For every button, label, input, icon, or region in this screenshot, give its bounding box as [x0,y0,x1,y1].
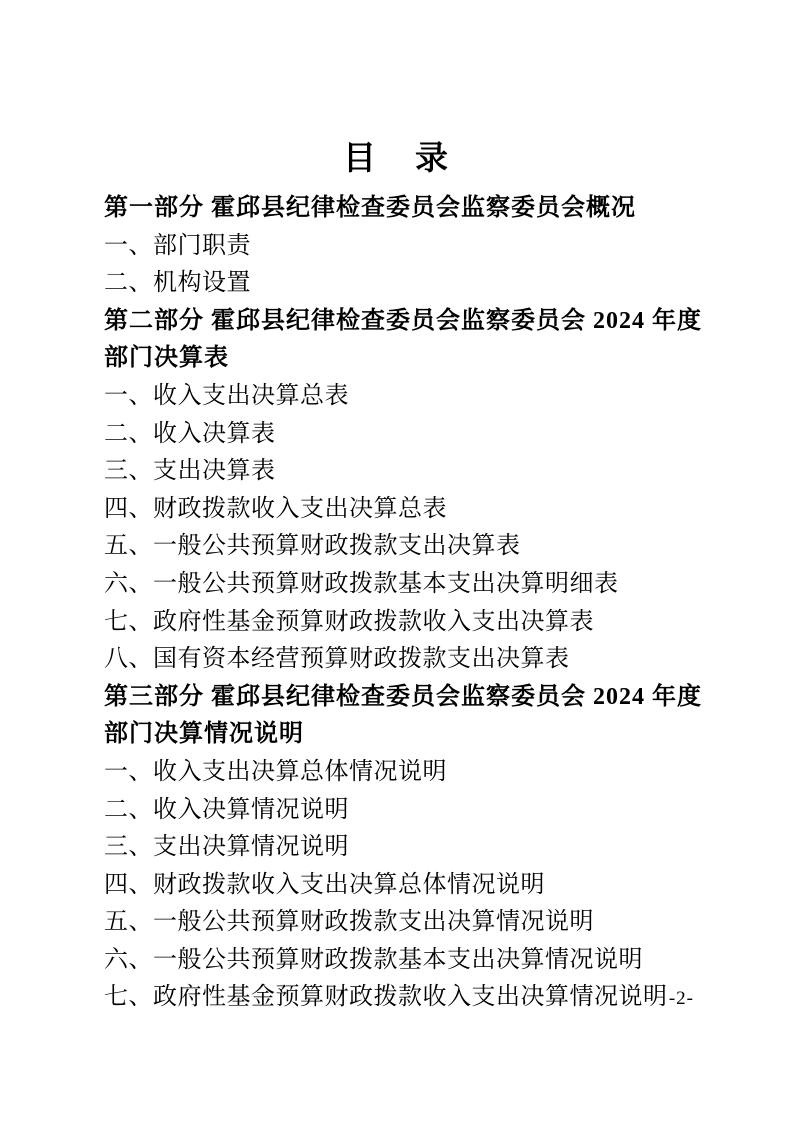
toc-entry: 七、政府性基金预算财政拨款收入支出决算表 [104,608,594,635]
toc-entry: 五、一般公共预算财政拨款支出决算情况说明 [104,909,594,936]
toc-entry: 一、收入支出决算总体情况说明 [104,758,447,785]
toc-entry: 七、政府性基金预算财政拨款收入支出决算情况说明 [104,984,668,1011]
toc-entry: 三、支出决算表 [104,458,276,485]
toc-part1-heading: 第一部分 霍邱县纪律检查委员会监察委员会概况 [104,195,636,221]
toc-entry: 六、一般公共预算财政拨款基本支出决算明细表 [104,570,619,597]
page-title: 目 录 [343,141,451,177]
toc-part2-heading-line1: 第二部分 霍邱县纪律检查委员会监察委员会 2024 年度 [104,307,702,334]
toc-entry: 八、国有资本经营预算财政拨款支出决算表 [104,646,570,673]
toc-content [104,138,702,1017]
toc-part2-heading-line2: 部门决算表 [104,345,229,372]
toc-entry: 二、机构设置 [104,270,251,297]
toc-entry: 六、一般公共预算财政拨款基本支出决算情况说明 [104,946,643,973]
toc-entry: 一、部门职责 [104,232,251,259]
toc-part3-heading-line1: 第三部分 霍邱县纪律检查委员会监察委员会 2024 年度 [104,683,702,710]
toc-entry: 五、一般公共预算财政拨款支出决算表 [104,533,521,560]
page-number: -2- [668,988,694,1009]
toc-part3-heading-line2: 部门决算情况说明 [104,721,304,748]
toc-entry: 四、财政拨款收入支出决算总体情况说明 [104,871,545,898]
toc-entry: 三、支出决算情况说明 [104,834,349,861]
toc-entry: 四、财政拨款收入支出决算总表 [104,495,447,522]
toc-entry: 二、收入决算表 [104,420,276,447]
toc-entry: 二、收入决算情况说明 [104,796,349,823]
toc-entry: 一、收入支出决算总表 [104,382,349,409]
